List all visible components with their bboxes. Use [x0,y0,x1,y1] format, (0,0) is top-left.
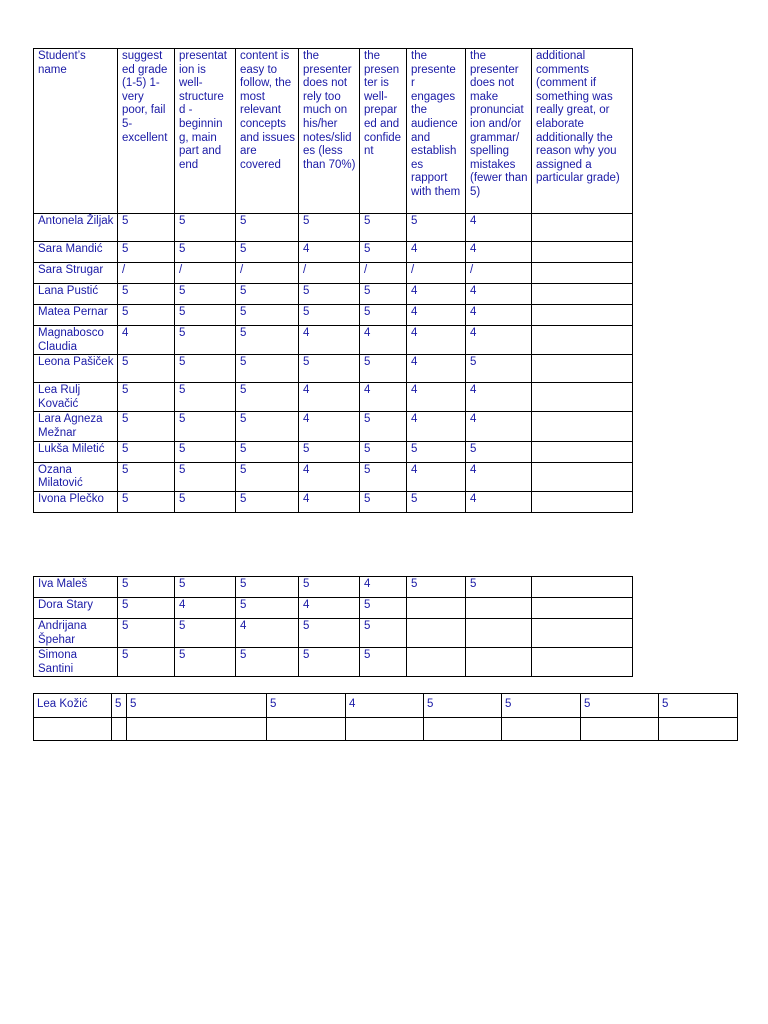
header-row [34,49,633,214]
grade-cell: 4 [299,412,360,441]
grade-cell: 5 [360,598,407,619]
grade-cell: 5 [175,242,236,263]
grade-cell: / [466,263,532,284]
grade-cell: 5 [175,412,236,441]
criterion-header-cell: the presenter does not make pronunciat ion and/or grammar/ spelling mistakes (fewer than 5) [466,49,532,214]
criterion-header-cell: the presen ter is well- prepar ed and confide nt [360,49,407,214]
criterion-header-cell: presentat ion is well- structure d - beginnin g, main part and end [175,49,236,214]
grade-cell [532,383,633,412]
student-name-cell: Lana Pustić [34,284,118,305]
grade-cell [532,326,633,355]
grade-cell: 5 [360,648,407,677]
grade-cell: 5 [502,694,581,718]
grade-cell [532,355,633,383]
grade-cell: 5 [118,355,175,383]
grade-cell: 4 [299,598,360,619]
grade-cell: 5 [360,214,407,242]
grade-cell [659,718,738,741]
grade-cell: 4 [466,214,532,242]
grade-cell: 4 [299,462,360,491]
grade-cell: 5 [581,694,659,718]
grade-cell: 4 [466,412,532,441]
grade-cell [466,619,532,648]
student-row [34,648,633,677]
grading-table-third [33,693,738,741]
grade-cell [112,718,127,741]
grade-cell: 5 [299,214,360,242]
student-name-cell: Lea Rulj Kovačić [34,383,118,412]
student-name-cell: Matea Pernar [34,305,118,326]
grade-cell: 5 [118,619,175,648]
grade-cell: 5 [360,355,407,383]
grade-cell: 5 [175,462,236,491]
student-name-cell: Andrijana Špehar [34,619,118,648]
student-row [34,718,738,741]
student-name-cell: Lara Agneza Mežnar [34,412,118,441]
grade-cell: 5 [407,577,466,598]
grade-cell: 5 [118,648,175,677]
grade-cell: 5 [299,648,360,677]
grade-cell: 5 [175,491,236,512]
student-row [34,412,633,441]
grade-cell: 4 [466,462,532,491]
grade-cell: 4 [299,491,360,512]
grade-cell: 4 [466,284,532,305]
grade-cell [532,263,633,284]
student-row [34,263,633,284]
grade-cell: 5 [236,383,299,412]
grade-cell: 5 [360,462,407,491]
grade-cell [127,718,267,741]
grade-cell: 5 [236,242,299,263]
grade-cell: 5 [360,441,407,462]
grade-cell [532,214,633,242]
grade-cell: 5 [407,214,466,242]
grade-cell: 4 [407,326,466,355]
student-row [34,441,633,462]
grade-cell [532,462,633,491]
grade-cell: 5 [118,214,175,242]
grade-cell: 4 [466,326,532,355]
grade-cell: 5 [466,577,532,598]
grade-cell: 5 [466,355,532,383]
grade-cell [424,718,502,741]
grade-cell: 4 [360,383,407,412]
grade-cell: 4 [299,383,360,412]
student-name-cell: Dora Stary [34,598,118,619]
grade-cell [407,598,466,619]
grade-cell: 5 [299,441,360,462]
student-name-cell: Iva Maleš [34,577,118,598]
student-name-cell: Sara Strugar [34,263,118,284]
grade-cell [532,491,633,512]
grade-cell: 4 [466,491,532,512]
grade-cell: 5 [175,355,236,383]
grade-cell: 5 [360,242,407,263]
grade-cell: 4 [360,326,407,355]
grade-cell: 5 [118,598,175,619]
grade-cell: 5 [236,284,299,305]
grade-cell: 5 [360,305,407,326]
criterion-header-cell: content is easy to follow, the most relevant concepts and issues are covered [236,49,299,214]
grade-cell: 4 [299,242,360,263]
grade-cell: 5 [360,412,407,441]
grade-cell: 5 [175,648,236,677]
grade-cell [532,648,633,677]
grade-cell: 4 [407,355,466,383]
grade-cell: / [407,263,466,284]
grade-cell: 5 [118,491,175,512]
grade-cell: 5 [236,326,299,355]
grade-cell: 5 [175,326,236,355]
grade-cell [346,718,424,741]
student-name-cell: Lea Kožić [34,694,112,718]
grade-cell: / [299,263,360,284]
grade-cell: 5 [127,694,267,718]
grade-cell: 5 [299,577,360,598]
grade-cell: 5 [236,648,299,677]
student-row [34,619,633,648]
grade-cell: 5 [175,305,236,326]
grade-cell: 5 [236,412,299,441]
student-name-cell: Sara Mandić [34,242,118,263]
student-name-cell: Simona Santini [34,648,118,677]
grade-cell: 4 [299,326,360,355]
grade-cell: 4 [346,694,424,718]
grade-cell [532,441,633,462]
grading-table-second [33,576,633,677]
grade-cell: 5 [236,355,299,383]
criterion-header-cell: additional comments (comment if something was really great, or elaborate additionally the reason why you assigned a particular grade) [532,49,633,214]
grade-cell: 4 [466,242,532,263]
grade-cell: 5 [175,383,236,412]
student-row [34,326,633,355]
grade-cell: 5 [118,284,175,305]
grade-cell: 5 [466,441,532,462]
grade-cell: 4 [360,577,407,598]
student-row [34,242,633,263]
student-name-cell: Magnabosco Claudia [34,326,118,355]
student-name-cell: Leona Pašiček [34,355,118,383]
student-row [34,355,633,383]
grade-cell: 5 [112,694,127,718]
grade-cell: 5 [407,441,466,462]
student-row [34,577,633,598]
criterion-header-cell: suggest ed grade (1-5) 1- very poor, fail 5- excellent [118,49,175,214]
student-row [34,284,633,305]
student-name-cell [34,718,112,741]
grade-cell: / [118,263,175,284]
grade-cell [581,718,659,741]
grade-cell: 5 [236,577,299,598]
grade-cell: 5 [407,491,466,512]
student-row [34,598,633,619]
student-row [34,694,738,718]
grade-cell: 4 [407,383,466,412]
grade-cell: 5 [236,462,299,491]
grade-cell: 5 [175,441,236,462]
grade-cell: 5 [299,284,360,305]
grade-cell: 4 [407,462,466,491]
grade-cell [532,305,633,326]
grade-cell: 5 [118,577,175,598]
student-row [34,462,633,491]
grade-cell [532,577,633,598]
grade-cell: 5 [118,242,175,263]
grade-cell: 5 [299,619,360,648]
grade-cell: 5 [267,694,346,718]
grade-cell [532,619,633,648]
grade-cell: 5 [659,694,738,718]
grade-cell [532,284,633,305]
grade-cell: 5 [299,305,360,326]
grade-cell [466,648,532,677]
criterion-header-cell: the presente r engages the audience and establish es rapport with them [407,49,466,214]
grade-cell [407,648,466,677]
grade-cell: / [175,263,236,284]
student-name-cell: Ozana Milatović [34,462,118,491]
grade-cell: 4 [407,284,466,305]
grade-cell: 5 [175,577,236,598]
student-row [34,305,633,326]
criterion-header-cell: the presenter does not rely too much on his/her notes/slid es (less than 70%) [299,49,360,214]
grade-cell [466,598,532,619]
grade-cell: 4 [407,412,466,441]
grade-cell: 4 [118,326,175,355]
grade-cell: 5 [236,598,299,619]
grade-cell: 5 [299,355,360,383]
grade-cell [267,718,346,741]
grade-cell: 5 [236,441,299,462]
student-name-cell: Antonela Žiljak [34,214,118,242]
grade-cell [407,619,466,648]
grade-cell: / [360,263,407,284]
grade-cell: 5 [360,284,407,305]
grade-cell: 5 [360,491,407,512]
grade-cell [502,718,581,741]
grade-cell: 5 [236,305,299,326]
grade-cell: 5 [236,214,299,242]
grade-cell: 5 [118,383,175,412]
grade-cell [532,242,633,263]
grade-cell: 5 [360,619,407,648]
grade-cell [532,598,633,619]
name-column-header: Student’s name [34,49,118,214]
grade-cell [532,412,633,441]
grade-cell: 4 [236,619,299,648]
student-row [34,383,633,412]
grade-cell: 4 [175,598,236,619]
grade-cell: 4 [466,305,532,326]
grade-cell: 5 [118,305,175,326]
grade-cell: 4 [407,242,466,263]
grade-cell: 5 [236,491,299,512]
student-row [34,214,633,242]
grade-cell: 5 [118,412,175,441]
grade-cell: 4 [407,305,466,326]
student-row [34,491,633,512]
grading-table-main [33,48,633,513]
grade-cell: 5 [175,284,236,305]
grade-cell: 5 [175,619,236,648]
student-name-cell: Lukša Miletić [34,441,118,462]
grade-cell: / [236,263,299,284]
grade-cell: 5 [424,694,502,718]
grade-cell: 5 [175,214,236,242]
grade-cell: 4 [466,383,532,412]
student-name-cell: Ivona Plečko [34,491,118,512]
grade-cell: 5 [118,441,175,462]
grade-cell: 5 [118,462,175,491]
